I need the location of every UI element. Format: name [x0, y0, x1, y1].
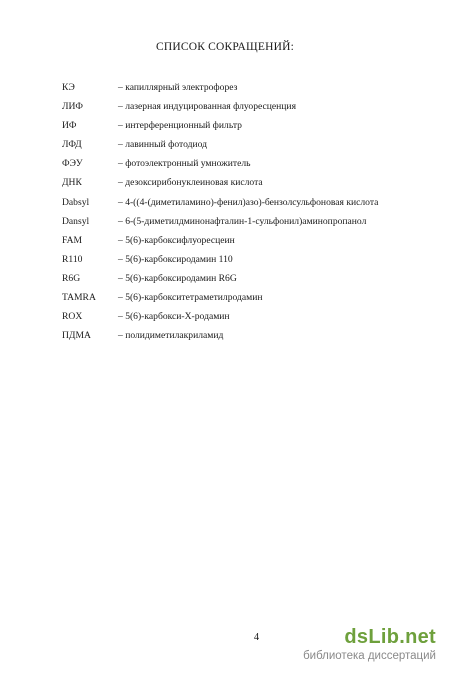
abbreviation-term: FAM	[62, 234, 83, 246]
dslib-watermark	[290, 626, 440, 666]
abbreviation-term: Dansyl	[62, 215, 90, 227]
abbreviation-definition: – 4-((4-(диметиламино)-фенил)азо)-бензолсульфоновая кислота	[118, 196, 379, 208]
list-item	[62, 254, 422, 273]
abbreviation-term: R6G	[62, 272, 81, 284]
abbreviation-definition: – 5(6)-карбоксифлуоресцеин	[118, 234, 235, 246]
list-item	[62, 216, 422, 235]
abbreviation-definition: – 5(6)-карбокситетраметилродамин	[118, 292, 263, 304]
list-item	[62, 292, 422, 311]
list-item	[62, 197, 422, 216]
abbreviation-definition: – лавинный фотодиод	[118, 139, 208, 151]
abbreviation-definition: – полидиметилакриламид	[118, 330, 224, 342]
abbreviation-term: ИФ	[62, 120, 77, 132]
list-item	[62, 177, 422, 196]
abbreviation-definition: – 5(6)-карбоксиродамин 110	[118, 253, 233, 265]
abbreviation-term: Dabsyl	[62, 196, 90, 208]
abbreviation-list	[62, 82, 422, 349]
abbreviation-definition: – лазерная индуцированная флуоресценция	[118, 101, 296, 113]
abbreviation-term: TAMRA	[62, 292, 96, 304]
list-item	[62, 101, 422, 120]
abbreviation-definition: – 6-(5-диметилдминонафталин-1-сульфонил)аминопропанол	[118, 215, 367, 227]
list-item	[62, 273, 422, 292]
abbreviation-term: ЛИФ	[62, 101, 84, 113]
abbreviation-term: ФЭУ	[62, 158, 83, 170]
list-item	[62, 120, 422, 139]
abbreviation-definition: – фотоэлектронный умножитель	[118, 158, 251, 170]
abbreviation-definition: – капиллярный электрофорез	[118, 82, 238, 93]
list-item	[62, 82, 422, 101]
abbreviation-term: ДНК	[62, 177, 82, 189]
abbreviation-term: КЭ	[62, 82, 75, 93]
watermark-logo: dsLib.net	[344, 626, 436, 648]
page-number: 4	[253, 632, 260, 643]
abbreviation-definition: – интерференционный фильтр	[118, 120, 242, 132]
list-item	[62, 235, 422, 254]
list-item	[62, 158, 422, 177]
page-title: СПИСОК СОКРАЩЕНИЙ:	[155, 41, 294, 53]
abbreviation-definition: – дезоксирибонуклеиновая кислота	[118, 177, 263, 189]
list-item	[62, 139, 422, 158]
abbreviation-definition: – 5(6)-карбоксиродамин R6G	[118, 272, 237, 284]
watermark-caption: библиотека диссертаций	[303, 650, 436, 662]
list-item	[62, 311, 422, 330]
abbreviation-term: ПДМА	[62, 330, 91, 342]
abbreviation-definition: – 5(6)-карбокси-Х-родамин	[118, 311, 230, 323]
abbreviation-term: ЛФД	[62, 139, 82, 151]
abbreviation-term: R110	[62, 253, 83, 265]
list-item	[62, 330, 422, 349]
abbreviation-term: ROX	[62, 311, 83, 323]
